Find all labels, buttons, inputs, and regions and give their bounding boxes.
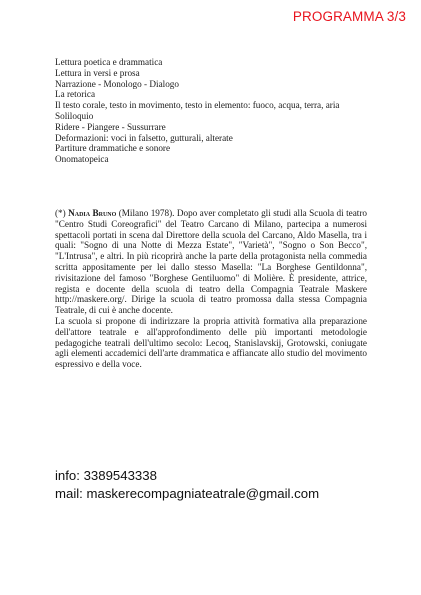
list-item: Ridere - Piangere - Sussurrare xyxy=(55,121,166,132)
author-name: Nadia Bruno xyxy=(68,208,117,218)
topics-list xyxy=(55,57,339,165)
contact-block xyxy=(55,467,319,502)
list-item: Narrazione - Monologo - Dialogo xyxy=(55,78,179,89)
page-title: PROGRAMMA 3/3 xyxy=(292,9,406,24)
list-item: Il testo corale, testo in movimento, testo in elemento: fuoco, acqua, terra, aria xyxy=(55,100,340,111)
list-item: Partiture drammatiche e sonore xyxy=(55,143,171,154)
list-item: La retorica xyxy=(55,89,96,100)
list-item: Lettura in versi e prosa xyxy=(55,67,140,78)
school-paragraph: La scuola si propone di indirizzare la propria attività formativa alla preparazione dell'attore teatrale e all'approfondimento delle più importanti metodologie pedagogiche teatrali dell'ultimo secolo: Lecoq, Stanislavskij, Grotowski, coniugate agli elementi accademici dell'arte drammatica e affiancate allo studio del movimento espressivo e della voce. xyxy=(55,315,367,370)
email-info: mail: maskerecompagniateatrale@gmail.com xyxy=(55,485,320,501)
list-item: Lettura poetica e drammatica xyxy=(55,57,163,67)
phone-info: info: 3389543338 xyxy=(55,468,157,483)
list-item: Soliloquio xyxy=(55,110,94,121)
list-item: Deformazioni: voci in falsetto, gutturali, alterate xyxy=(55,132,233,143)
biography-paragraph xyxy=(55,208,367,316)
list-item: Onomatopeica xyxy=(55,154,109,165)
footnote-marker: (*) xyxy=(55,208,66,218)
biography-section xyxy=(55,208,367,370)
biography-text: (Milano 1978). Dopo aver completato gli studi alla Scuola di teatro "Centro Studi Coreografici" del Teatro Carcano di Milano, partecipa a numerosi spettacoli portati in scena dal Direttore della scuola del Carcano, Aldo Masella, tra i quali: "Sogno di una Notte di Mezza Estate", "Varietà", "Sogno o Son Becco", "L'Intrusa", e altri. In più ricoprirà anche la parte della protagonista nella commedia scritta appositamente per lei dallo stesso Masella: "La Borghese Gentildonna", rivisitazione del famoso "Borghese Gentiluomo" di Molière. È presidente, attrice, regista e docente della scuola di teatro della Compagnia Teatrale Maskere http://maskere.org/. Dirige la scuola di teatro promossa dalla stessa Compagnia Teatrale, di cui è anche docente. xyxy=(55,208,367,316)
